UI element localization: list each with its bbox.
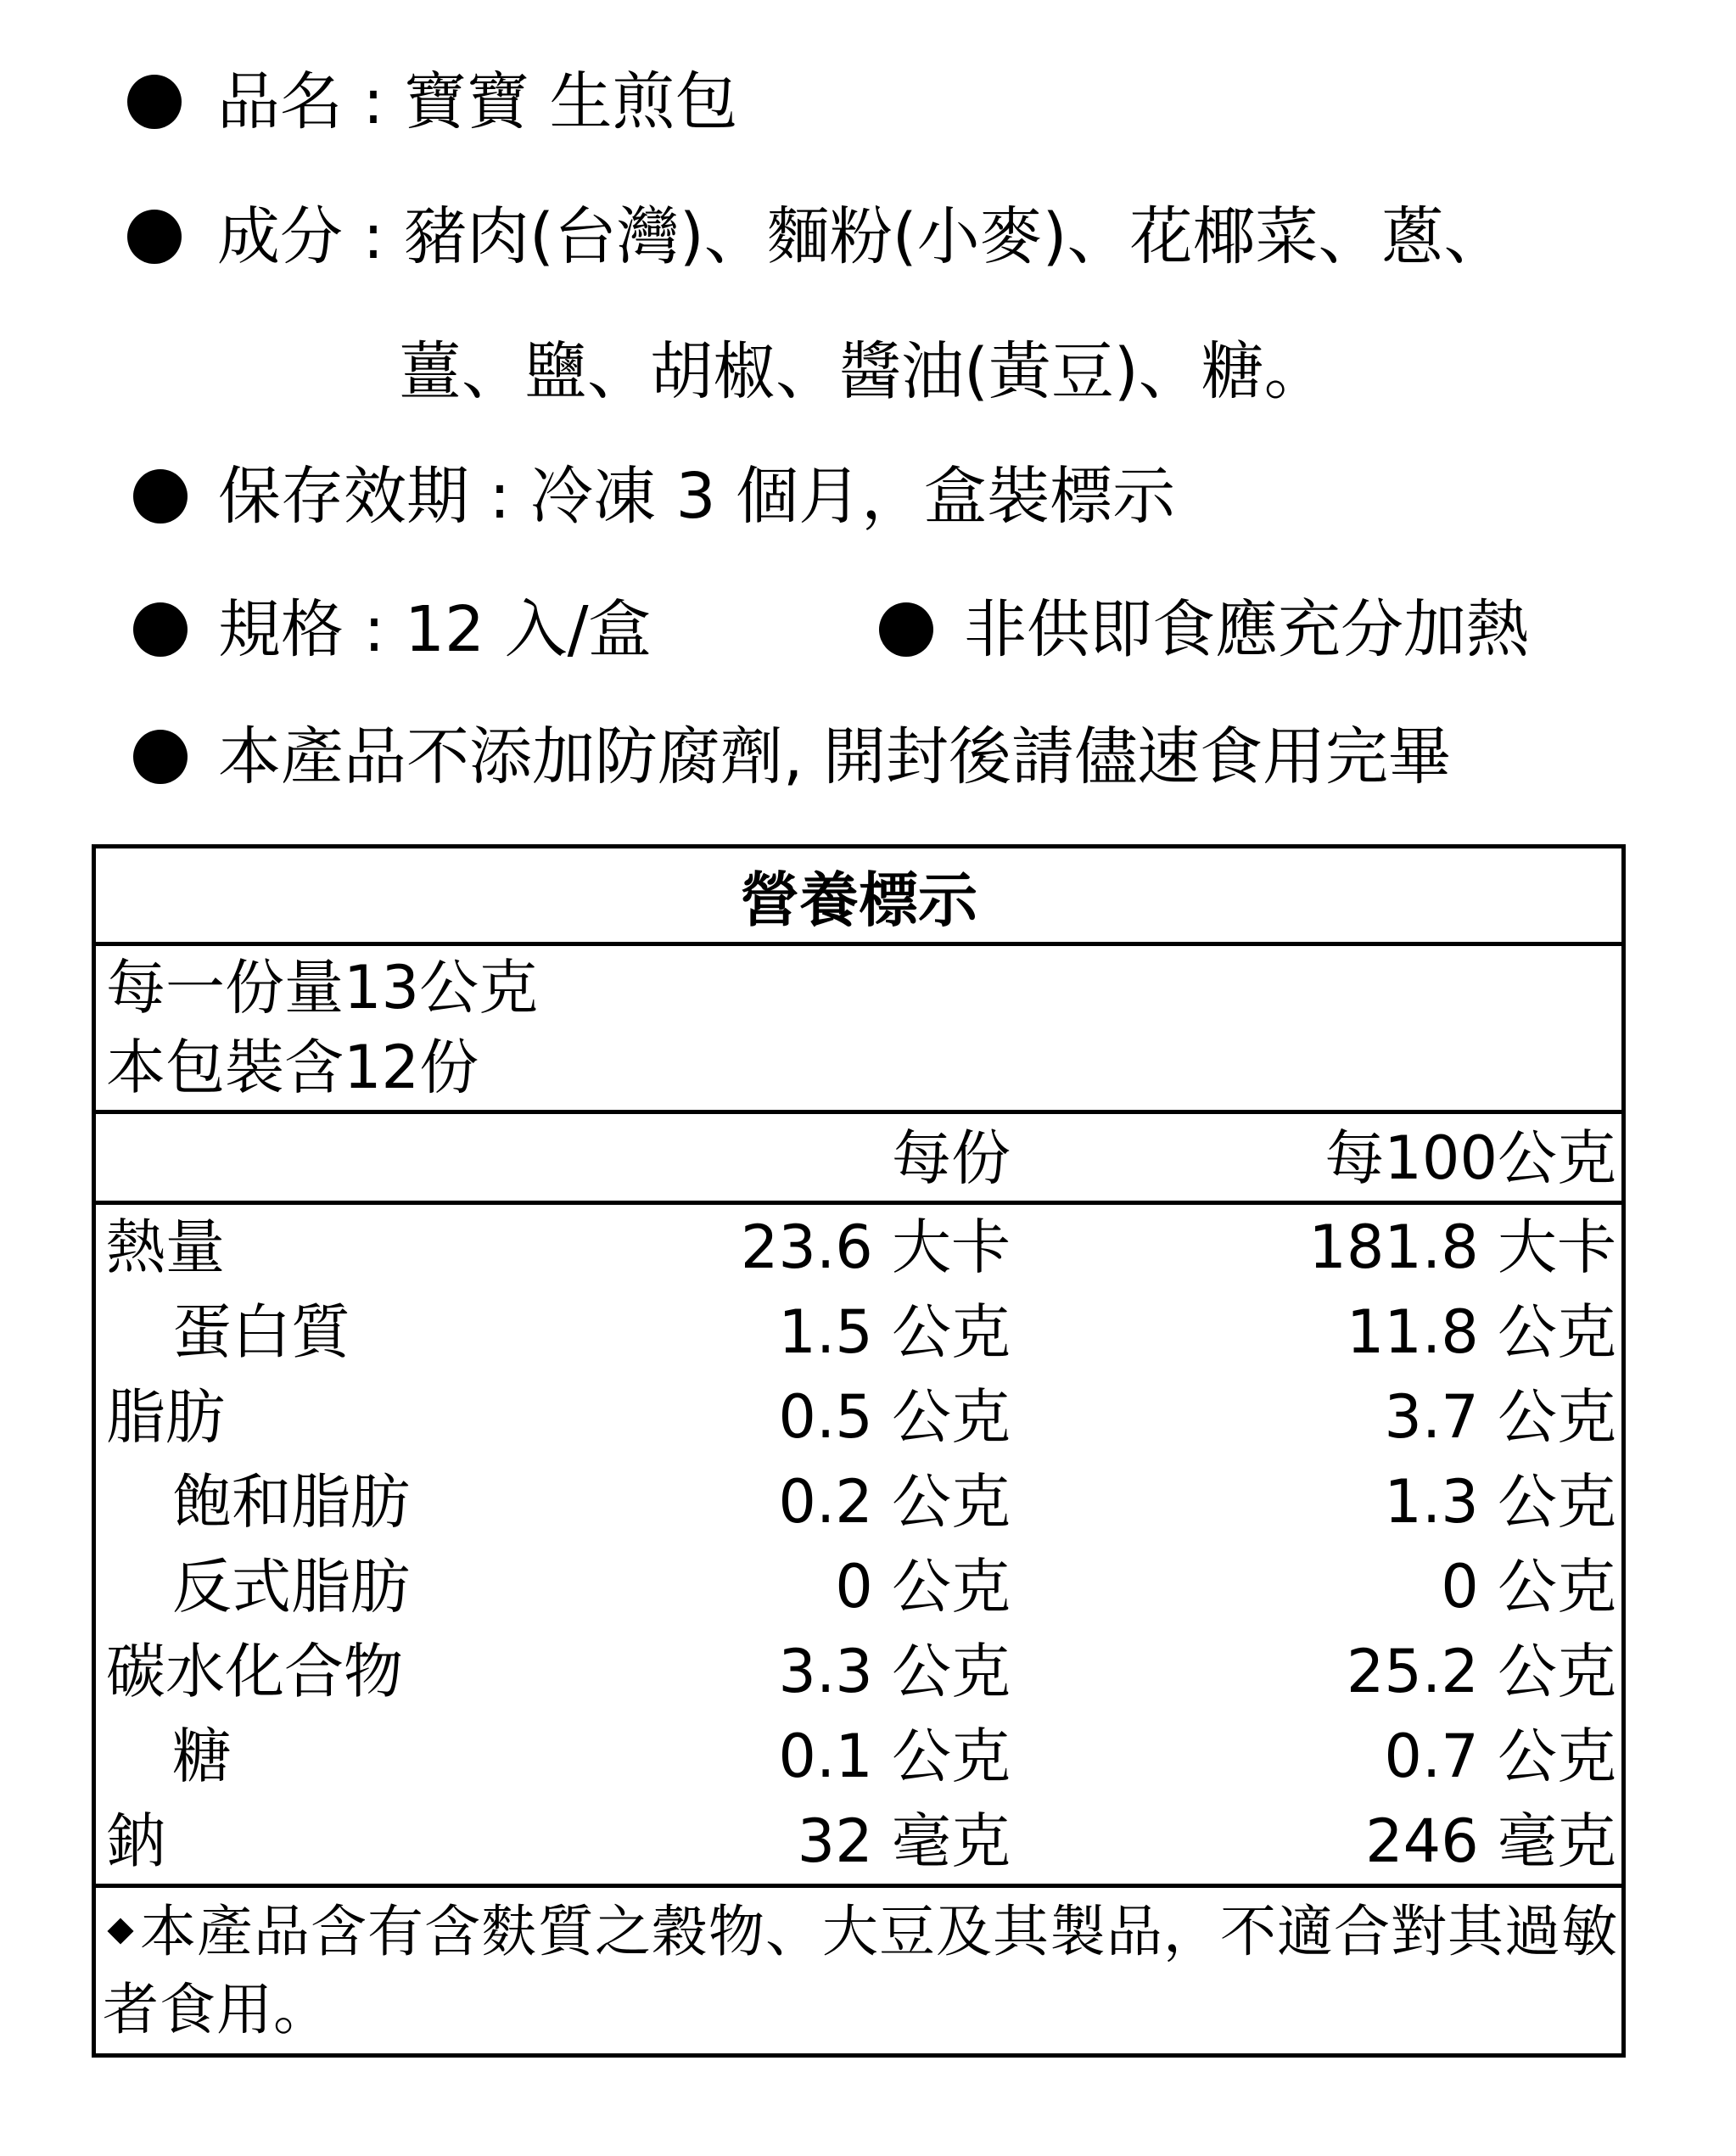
per-serving-value: 23.6 大卡 — [740, 1212, 1011, 1282]
nutrient-name: 飽和脂肪 — [172, 1467, 410, 1537]
table-row — [96, 1459, 1621, 1544]
table-row — [96, 1629, 1621, 1714]
nutrient-name: 熱量 — [106, 1212, 225, 1282]
heating-note: 非供即食應充分加熱 — [964, 593, 1529, 666]
per-serving-value: 1.5 公克 — [778, 1297, 1011, 1367]
serving-size: 每一份量13公克 — [106, 953, 539, 1022]
per-100g-value: 11.8 公克 — [1346, 1297, 1616, 1367]
bullet-icon — [133, 593, 652, 666]
table-row — [96, 1205, 1621, 1290]
spec: 規格 : 12 入/盒 — [218, 593, 652, 666]
col-per-serving: 每份 — [892, 1123, 1011, 1193]
per-100g-value: 0 公克 — [1441, 1552, 1616, 1621]
table-row — [96, 1544, 1621, 1629]
per-100g-value: 25.2 公克 — [1346, 1637, 1616, 1706]
bullet-icon — [879, 593, 1529, 666]
nutrient-name: 糖 — [172, 1722, 232, 1791]
nutrient-name: 反式脂肪 — [172, 1552, 410, 1621]
per-serving-value: 3.3 公克 — [778, 1637, 1011, 1706]
bullet-icon — [127, 65, 738, 138]
nutrient-name: 鈉 — [106, 1806, 165, 1876]
allergen-note: 本產品含有含麩質之穀物、大豆及其製品，不適合對其過敏者食用。 — [103, 1899, 1618, 2042]
per-100g-value: 3.7 公克 — [1384, 1382, 1616, 1452]
bullet-icon — [133, 460, 1176, 533]
product-name: 品名 : 寶寶 生煎包 — [217, 65, 738, 138]
table-row — [96, 1714, 1621, 1799]
shelf-life: 保存效期 : 冷凍 3 個月，盒裝標示 — [218, 460, 1176, 533]
serving-info — [96, 942, 1621, 1114]
per-serving-value: 0 公克 — [835, 1552, 1011, 1621]
per-serving-value: 0.2 公克 — [778, 1467, 1011, 1537]
ingredients-line-1: 成分 : 豬肉(台灣)、麵粉(小麥)、花椰菜、蔥、 — [217, 200, 1507, 273]
column-header-row — [96, 1114, 1621, 1205]
ingredients-line-2: 薑、鹽、胡椒、醬油(黃豆)、糖。 — [399, 335, 1327, 408]
table-row — [96, 1375, 1621, 1459]
nutrient-name: 脂肪 — [106, 1382, 225, 1452]
col-per-100g: 每100公克 — [1324, 1123, 1616, 1193]
per-serving-value: 0.5 公克 — [778, 1382, 1011, 1452]
per-100g-value: 0.7 公克 — [1384, 1722, 1616, 1791]
nutrient-name: 碳水化合物 — [106, 1637, 403, 1706]
preservative-note: 本產品不添加防腐劑, 開封後請儘速食用完畢 — [218, 720, 1452, 793]
nutrient-rows — [96, 1205, 1621, 1888]
nutrition-label — [92, 844, 1626, 2058]
nutrient-name: 蛋白質 — [172, 1297, 350, 1367]
table-row — [96, 1799, 1621, 1884]
bullet-icon — [127, 200, 1507, 273]
diamond-icon — [107, 1918, 133, 1944]
bullet-icon — [133, 720, 1452, 793]
per-100g-value: 181.8 大卡 — [1308, 1212, 1616, 1282]
table-row — [96, 1290, 1621, 1375]
allergen-footnote — [96, 1888, 1621, 2053]
nutrition-title: 營養標示 — [96, 848, 1621, 946]
per-serving-value: 32 毫克 — [797, 1806, 1011, 1876]
per-serving-value: 0.1 公克 — [778, 1722, 1011, 1791]
per-100g-value: 246 毫克 — [1365, 1806, 1616, 1876]
per-100g-value: 1.3 公克 — [1384, 1467, 1616, 1537]
servings-per-package: 本包裝含12份 — [106, 1033, 479, 1102]
